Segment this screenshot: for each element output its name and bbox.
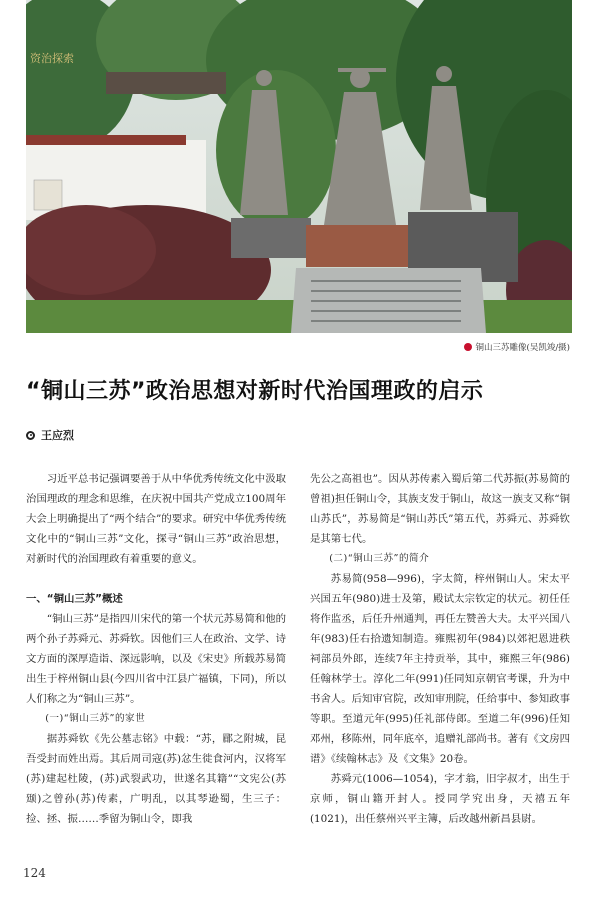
author-name: 王应烈 — [41, 429, 74, 442]
photo-caption — [464, 341, 571, 353]
article-title: “铜山三苏”政治思想对新时代治国理政的启示 — [26, 379, 484, 404]
left-column — [26, 469, 286, 829]
caption-bullet-icon — [464, 343, 472, 351]
author-bullet-icon — [26, 431, 35, 440]
intro-paragraph: 习近平总书记强调要善于从中华优秀传统文化中汲取治国理政的理念和思维，在庆祝中国共产党成立100周年大会上明确提出了“两个结合”的要求。研究中华优秀传统文化中的“铜山三苏”文化，探寻“铜山三苏”政治思想，对新时代的治国理政有着重要的意义。 — [26, 473, 286, 565]
paragraph-family-cont: 先公之高祖也”。因从苏传素入蜀后第二代苏振(苏易简的曾祖)担任铜山令，其族支发于铜山，故这一族支又称“铜山苏氏”，苏易简是“铜山苏氏”第五代，苏舜元、苏舜钦是其第七代。 — [310, 473, 570, 545]
article-author — [26, 427, 74, 443]
section-heading-1: 一、“铜山三苏”概述 — [26, 593, 123, 605]
caption-text: 铜山三苏雕像(吴凯竣/摄) — [475, 343, 570, 353]
statue-photo — [26, 0, 572, 333]
subheading-family: (一)“铜山三苏”的家世 — [45, 713, 146, 724]
paragraph-family: 据苏舜钦《先公墓志铭》中载：“苏，郿之附城，昆吾受封而姓出焉。其后周司寇(苏)忿生徙食河内，汉将军(苏)建起杜陵，(苏)武裂武功，世遂名其籍”“文宪公(苏颋)之曾孙(苏)传素，广明乱，以其琴逊蜀，生三子：捡、拯、振……季留为铜山令，即我 — [26, 733, 286, 825]
paragraph-su-yijian: 苏易简(958—996)，字太简，梓州铜山人。宋太平兴国五年(980)进士及第，殿试太宗钦定的状元。初任任将作监丞，后任升州通判，再任左赞善大夫。太平兴国八年(983)任右拾遗知制造。雍熙初年(984)以郊祀恩进秩祠部员外郎，连续7年主持贡举，其中，雍熙三年(986)任翰林学士。淳化二年(991)任同知京朝官考课，升为中书舍人。后知审官院，改知审刑院，任给事中、参知政事等职。至道元年(995)任礼部侍郎。至道二年(996)任知邓州，移陈州，同年底卒，追赠礼部尚书。著有《文房四谱》《续翰林志》及《文集》20卷。 — [310, 573, 570, 765]
subheading-intro: (二)“铜山三苏”的简介 — [329, 553, 430, 564]
paragraph-overview: “铜山三苏”是指四川宋代的第一个状元苏易简和他的两个孙子苏舜元、苏舜钦。因他们三人在政治、文学、诗文方面的深厚造诣、深远影响，以及《宋史》所载苏易简出生于梓州铜山县(今四川省中江县广福镇，下同)，所以人们称之为“铜山三苏”。 — [26, 613, 287, 705]
right-column — [310, 469, 570, 829]
paragraph-su-shunyuan: 苏舜元(1006—1054)，字才翁，旧字叔才，出生于京师，铜山籍开封人。授同学究出身，天禧五年(1021)，出任蔡州兴平主簿，后改越州新昌县尉。 — [310, 773, 570, 825]
photo-watermark: 资治探索 — [30, 52, 74, 65]
page-number: 124 — [23, 866, 46, 880]
